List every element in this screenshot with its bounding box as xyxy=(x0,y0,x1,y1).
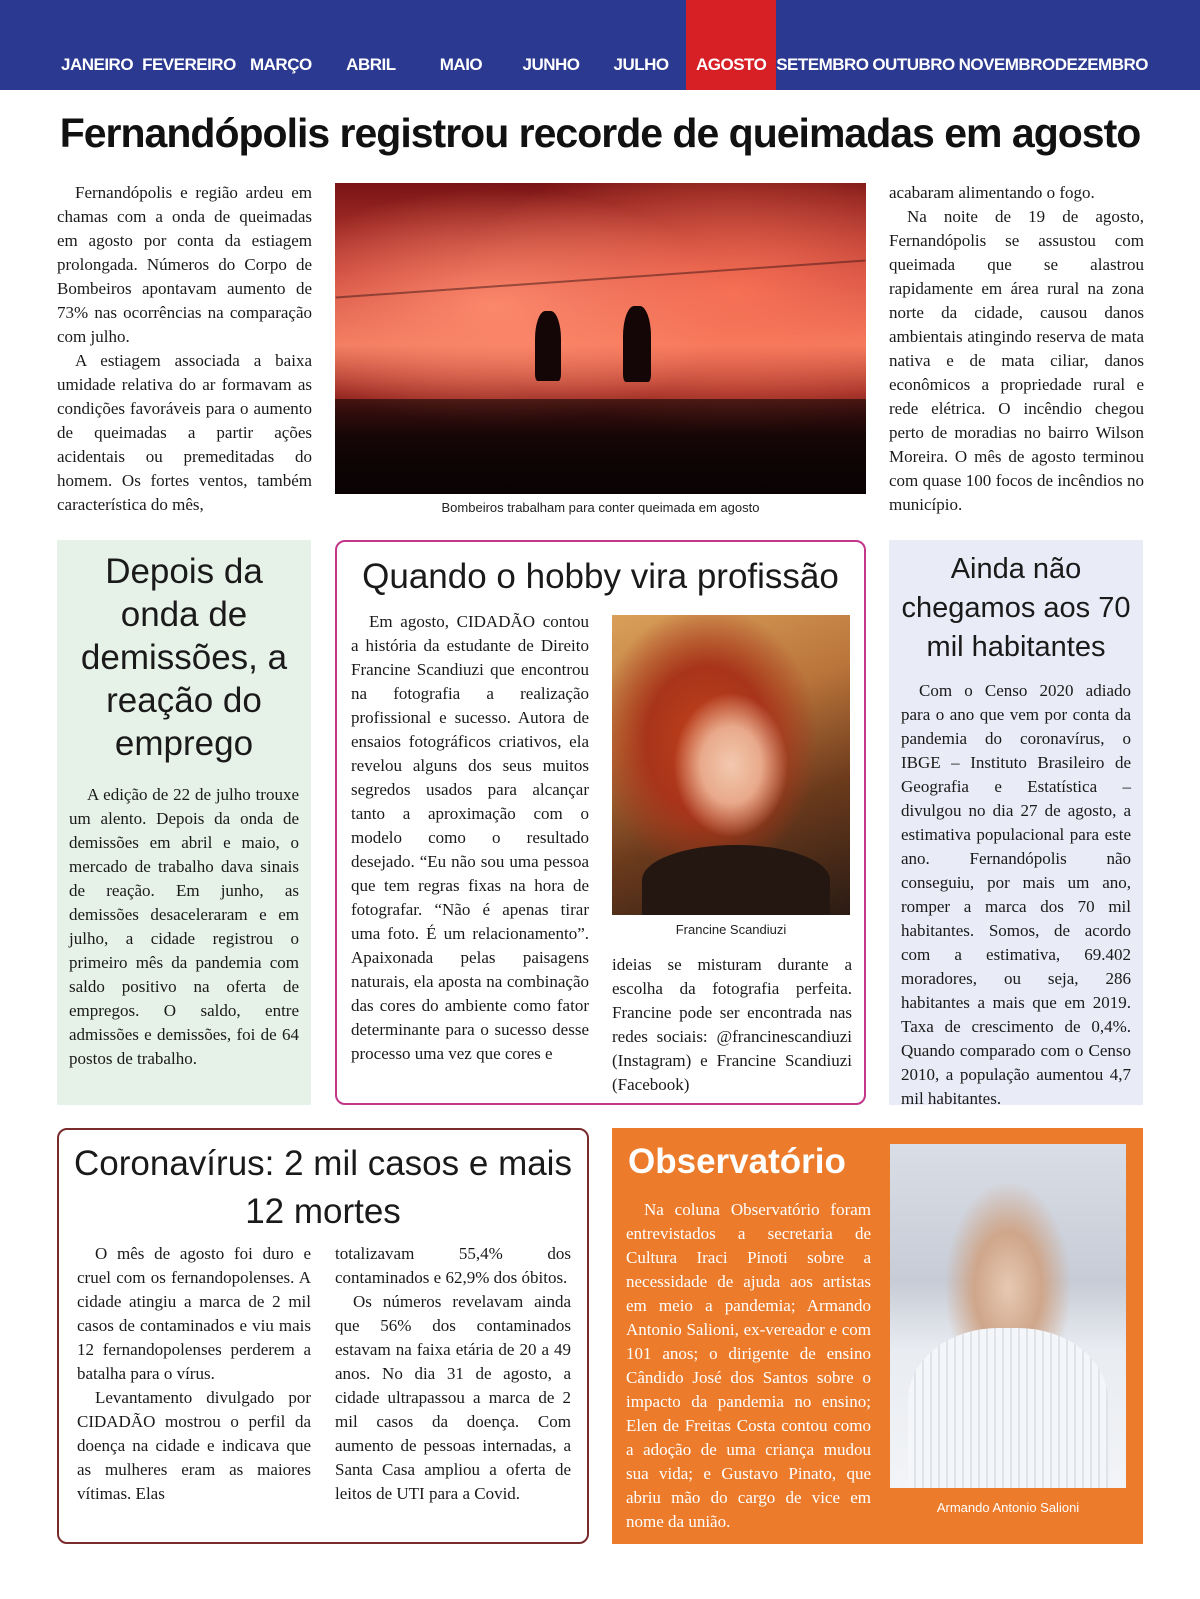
fire-article-paragraph: Fernandópolis e região ardeu em chamas com a onda de queimadas em agosto por conta da estiagem prolongada. Números do Corpo de Bombeiros apontavam aumento de 73% nas ocorrências na comparação com julho. xyxy=(57,183,312,346)
fire-article-paragraph: A estiagem associada a baixa umidade relativa do ar formavam as condições favoráveis para o aumento de queimadas a partir ações acidentais ou premeditadas do homem. Os fortes ventos, também característica do mês, xyxy=(57,351,312,514)
hobby-title: Quando o hobby vira profissão xyxy=(362,557,839,596)
month-tab-setembro[interactable]: SETEMBRO xyxy=(776,55,869,74)
coronavirus-paragraph: totalizavam 55,4% dos contaminados e 62,9% dos óbitos. xyxy=(335,1244,571,1287)
employment-text xyxy=(69,783,299,1071)
population-text xyxy=(901,679,1131,1111)
armando-portrait-photo xyxy=(890,1144,1126,1488)
fire-photo-caption: Bombeiros trabalham para conter queimada em agosto xyxy=(441,500,760,515)
month-tab-maio[interactable]: MAIO xyxy=(439,55,483,74)
coronavirus-paragraph: Levantamento divulgado por CIDADÃO mostrou o perfil da doença na cidade e indicava que as mulheres eram as maiores vítimas. Elas xyxy=(77,1388,311,1503)
francine-photo-caption: Francine Scandiuzi xyxy=(675,922,787,937)
coronavirus-paragraph: Os números revelavam ainda que 56% dos contaminados estavam na faixa etária de 20 a 49 anos. No dia 31 de agosto, a cidade ultrapassou a marca de 2 mil casos da doença. Com aumento de pessoas internadas, a Santa Casa ampliou a oferta de leitos de UTI para a Covid. xyxy=(335,1292,571,1503)
observatorio-paragraph: Na coluna Observatório foram entrevistados a secretaria de Cultura Iraci Pinoti sobre a necessidade de ajuda aos artistas em meio a pandemia; Armando Antonio Salioni, ex-vereador e com 101 anos; o dirigente de ensino Cândido José dos Santos sobre o impacto da pandemia no ensino; Elen de Freitas Costa contou como a adoção de uma criança mudou sua vida; e Gustavo Pinato, que abriu mão do cargo de vice em nome da união. xyxy=(626,1200,871,1531)
hobby-box xyxy=(335,540,866,1105)
fire-article-column-1 xyxy=(57,181,312,517)
observatorio-text xyxy=(626,1198,871,1534)
month-tab-agosto[interactable]: AGOSTO xyxy=(686,0,776,90)
observatorio-box xyxy=(612,1128,1143,1544)
population-box xyxy=(889,540,1143,1108)
fire-article-paragraph: Na noite de 19 de agosto, Fernandópolis se assustou com queimada que se alastrou rapidamente em área rural na zona norte da cidade, causou danos ambientais atingindo reserva de mata nativa e de mata ciliar, danos econômicos a propriedade rural e rede elétrica. O incêndio chegou perto de moradias no bairro Wilson Moreira. O mês de agosto terminou com quase 100 focos de incêndios no município. xyxy=(889,207,1144,514)
month-tab-abril[interactable]: ABRIL xyxy=(346,55,396,74)
coronavirus-column-1 xyxy=(77,1242,311,1506)
coronavirus-column-2 xyxy=(335,1242,571,1506)
employment-paragraph: A edição de 22 de julho trouxe um alento. Depois da onda de demissões em abril e maio, o mercado de trabalho dava sinais de reação. Em junho, as demissões desaceleraram e em julho, a cidade registrou o primeiro mês da pandemia com saldo positivo na oferta de empregos. O saldo, entre admissões e demissões, foi de 64 postos de trabalho. xyxy=(69,785,299,1068)
coronavirus-box xyxy=(57,1128,589,1544)
month-list xyxy=(52,0,1148,90)
firefighter-silhouette xyxy=(623,306,651,382)
firefighters-photo xyxy=(335,183,866,494)
observatorio-title: Observatório xyxy=(628,1142,846,1181)
hobby-column-2 xyxy=(612,953,852,1097)
month-tab-junho[interactable]: JUNHO xyxy=(522,55,580,74)
coronavirus-paragraph: O mês de agosto foi duro e cruel com os fernandopolenses. A cidade atingiu a marca de 2 mil casos de contaminados e viu mais 12 fernandopolenses perderem a batalha para o vírus. xyxy=(77,1244,311,1383)
firefighter-silhouette xyxy=(535,311,561,381)
hobby-paragraph: ideias se misturam durante a escolha da fotografia perfeita. Francine pode ser encontrada nas redes sociais: @francinescandiuzi (Instagram) e Francine Scandiuzi (Facebook) xyxy=(612,955,852,1094)
main-headline: Fernandópolis registrou recorde de queimadas em agosto xyxy=(59,110,1141,156)
portrait-dress xyxy=(642,845,830,915)
hobby-paragraph: Em agosto, CIDADÃO contou a história da estudante de Direito Francine Scandiuzi que encontrou na fotografia a realização profissional e sucesso. Autora de ensaios fotográficos criativos, ela revelou alguns dos seus muitos segredos usados para alcançar tanto a aproximação com o modelo como o resultado desejado. “Eu não sou uma pessoa que tem regras fixas na hora de fotografar. “Não é apenas tirar uma foto. É um relacionamento”. Apaixonada pelas paisagens naturais, ela aposta na combinação das cores do ambiente como fator determinante para o sucesso desse processo uma vez que cores e xyxy=(351,612,589,1063)
month-tab-outubro[interactable]: OUTUBRO xyxy=(872,55,955,74)
power-line xyxy=(336,259,866,298)
armando-photo-caption: Armando Antonio Salioni xyxy=(936,1500,1080,1515)
fire-article-paragraph: acabaram alimentando o fogo. xyxy=(889,183,1095,202)
month-tab-novembro[interactable]: NOVEMBRO xyxy=(958,55,1055,74)
population-paragraph: Com o Censo 2020 adiado para o ano que vem por conta da pandemia do coronavírus, o IBGE – Instituto Brasileiro de Geografia e Estatística – divulgou no dia 27 de agosto, a estimativa populacional para este ano. Fernandópolis não conseguiu, por mais um ano, romper a marca dos 70 mil habitantes. Somos, de acordo com a estimativa, 69.402 moradores, ou seja, 286 habitantes a mais que em 2019. Taxa de crescimento de 0,4%. Quando comparado com o Censo 2010, a população aumentou 4,7 mil habitantes. xyxy=(901,681,1131,1108)
population-title: Ainda não chegamos aos 70 mil habitantes xyxy=(901,553,1131,663)
hobby-column-1 xyxy=(351,610,589,1066)
month-tab-fevereiro[interactable]: FEVEREIRO xyxy=(142,55,236,74)
fire-article-column-3 xyxy=(889,181,1144,517)
portrait-shirt xyxy=(908,1328,1108,1488)
photo-ground xyxy=(335,399,866,494)
coronavirus-title: Coronavírus: 2 mil casos e mais 12 mortes xyxy=(74,1144,572,1231)
employment-box xyxy=(57,540,311,1105)
month-tab-julho[interactable]: JULHO xyxy=(613,55,669,74)
month-navigation-bar xyxy=(0,0,1200,90)
francine-portrait-photo xyxy=(612,615,850,915)
month-tab-marco[interactable]: MARÇO xyxy=(249,55,312,74)
month-tab-dezembro[interactable]: DEZEMBRO xyxy=(1054,55,1148,74)
employment-title: Depois da onda de demissões, a reação do emprego xyxy=(80,552,288,763)
month-tab-janeiro[interactable]: JANEIRO xyxy=(60,55,134,74)
